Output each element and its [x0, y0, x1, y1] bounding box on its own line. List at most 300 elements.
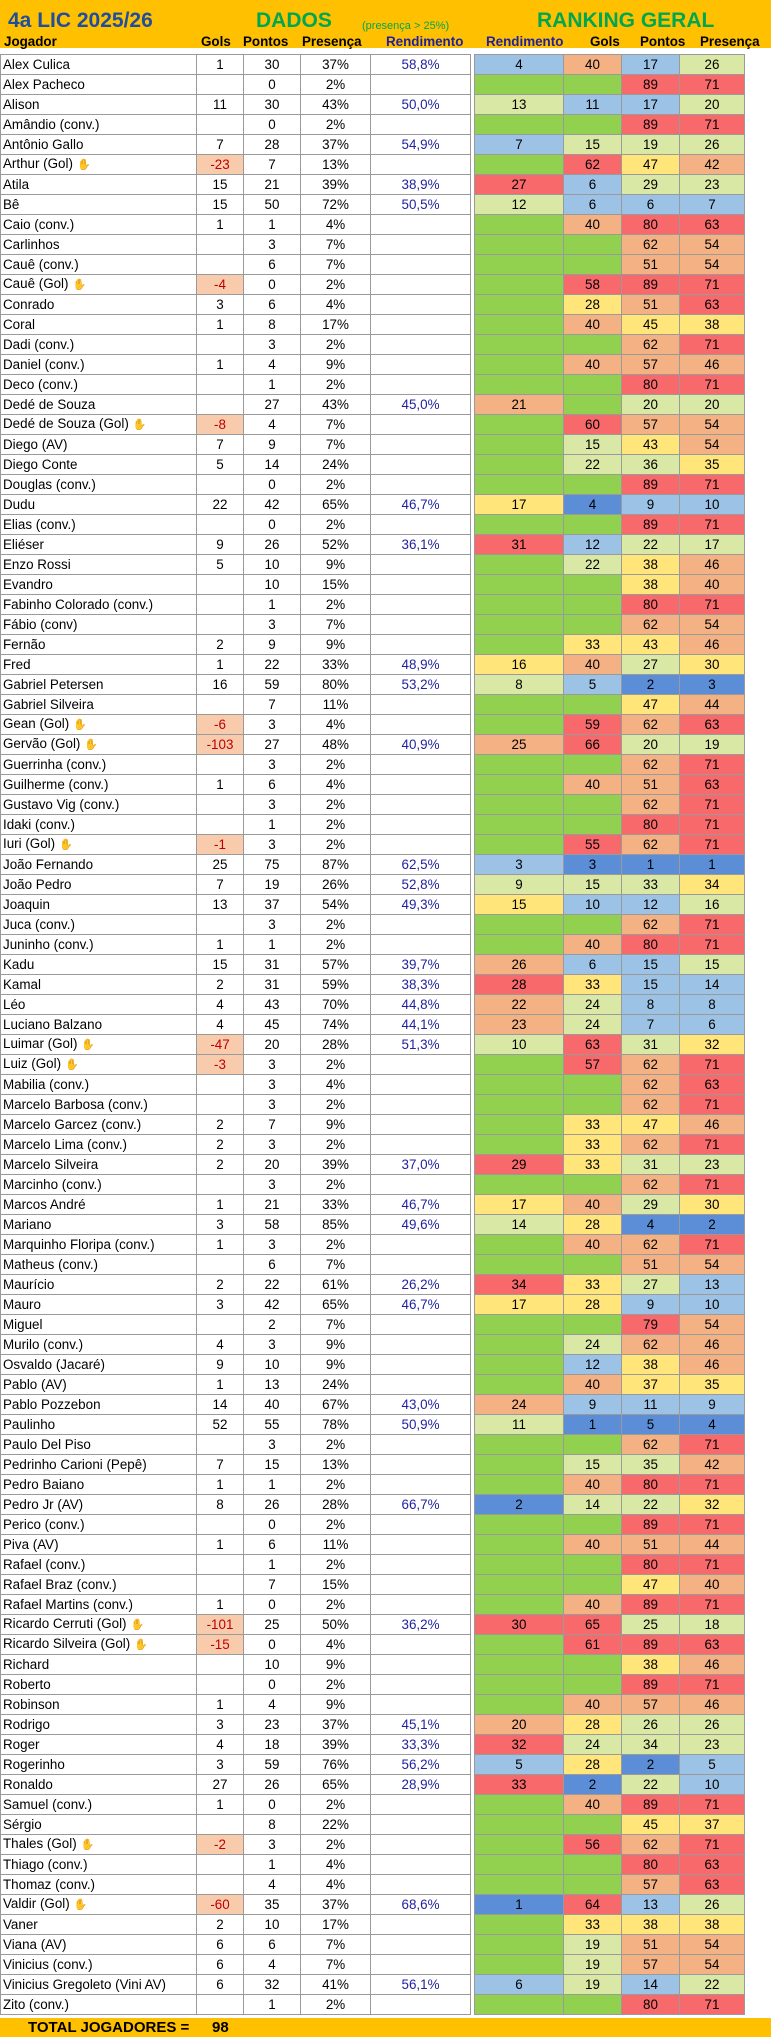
rank-presenca-cell[interactable]: 46: [680, 1695, 745, 1715]
player-name-cell[interactable]: Viana (AV): [1, 1935, 197, 1955]
gols-cell[interactable]: [197, 235, 244, 255]
rank-presenca-cell[interactable]: 14: [680, 975, 745, 995]
player-name-cell[interactable]: Sérgio: [1, 1815, 197, 1835]
rank-rendimento-cell[interactable]: [475, 1635, 564, 1655]
rank-presenca-cell[interactable]: 17: [680, 535, 745, 555]
presenca-cell[interactable]: 33%: [301, 1195, 371, 1215]
gols-cell[interactable]: -15: [197, 1635, 244, 1655]
rank-presenca-cell[interactable]: 71: [680, 1795, 745, 1815]
rank-pontos-cell[interactable]: 62: [622, 1095, 680, 1115]
player-name-cell[interactable]: Cauê (Gol) ✋: [1, 275, 197, 295]
presenca-cell[interactable]: 2%: [301, 335, 371, 355]
rendimento-cell[interactable]: [371, 355, 471, 375]
presenca-cell[interactable]: 37%: [301, 1895, 371, 1915]
rank-presenca-cell[interactable]: 30: [680, 1195, 745, 1215]
rank-rendimento-cell[interactable]: 3: [475, 855, 564, 875]
rank-presenca-cell[interactable]: 71: [680, 1435, 745, 1455]
rank-gols-cell[interactable]: 22: [564, 455, 622, 475]
rank-pontos-cell[interactable]: 80: [622, 935, 680, 955]
pontos-cell[interactable]: 0: [244, 1675, 301, 1695]
presenca-cell[interactable]: 59%: [301, 975, 371, 995]
rendimento-cell[interactable]: [371, 1515, 471, 1535]
rank-gols-cell[interactable]: 33: [564, 975, 622, 995]
rank-gols-cell[interactable]: 6: [564, 175, 622, 195]
table-row[interactable]: [1, 775, 745, 795]
rank-gols-cell[interactable]: 15: [564, 1455, 622, 1475]
rank-pontos-cell[interactable]: 57: [622, 1955, 680, 1975]
rank-pontos-cell[interactable]: 25: [622, 1615, 680, 1635]
rank-pontos-cell[interactable]: 11: [622, 1395, 680, 1415]
player-name-cell[interactable]: Enzo Rossi: [1, 555, 197, 575]
rendimento-cell[interactable]: [371, 295, 471, 315]
rendimento-cell[interactable]: 53,2%: [371, 675, 471, 695]
rank-presenca-cell[interactable]: 71: [680, 475, 745, 495]
rank-gols-cell[interactable]: [564, 255, 622, 275]
rank-presenca-cell[interactable]: 71: [680, 335, 745, 355]
presenca-cell[interactable]: 57%: [301, 955, 371, 975]
table-row[interactable]: [1, 1055, 745, 1075]
rendimento-cell[interactable]: [371, 515, 471, 535]
pontos-cell[interactable]: 1: [244, 375, 301, 395]
player-name-cell[interactable]: Pedrinho Carioni (Pepê): [1, 1455, 197, 1475]
rank-gols-cell[interactable]: 19: [564, 1955, 622, 1975]
table-row[interactable]: [1, 1375, 745, 1395]
rank-rendimento-cell[interactable]: [475, 835, 564, 855]
player-name-cell[interactable]: Elias (conv.): [1, 515, 197, 535]
rank-gols-cell[interactable]: 40: [564, 1795, 622, 1815]
rendimento-cell[interactable]: [371, 155, 471, 175]
table-row[interactable]: [1, 175, 745, 195]
table-row[interactable]: [1, 1895, 745, 1915]
rank-gols-cell[interactable]: [564, 1175, 622, 1195]
rank-gols-cell[interactable]: [564, 235, 622, 255]
presenca-cell[interactable]: 7%: [301, 435, 371, 455]
player-name-cell[interactable]: Conrado: [1, 295, 197, 315]
presenca-cell[interactable]: 2%: [301, 115, 371, 135]
rank-gols-cell[interactable]: [564, 695, 622, 715]
rendimento-cell[interactable]: 40,9%: [371, 735, 471, 755]
rendimento-cell[interactable]: [371, 1915, 471, 1935]
rank-pontos-cell[interactable]: 29: [622, 175, 680, 195]
table-row[interactable]: [1, 355, 745, 375]
table-row[interactable]: [1, 235, 745, 255]
rank-gols-cell[interactable]: 40: [564, 1375, 622, 1395]
player-name-cell[interactable]: Guerrinha (conv.): [1, 755, 197, 775]
rank-gols-cell[interactable]: 33: [564, 635, 622, 655]
rank-gols-cell[interactable]: 55: [564, 835, 622, 855]
rendimento-cell[interactable]: [371, 1235, 471, 1255]
rank-pontos-cell[interactable]: 62: [622, 835, 680, 855]
table-row[interactable]: [1, 1695, 745, 1715]
rank-gols-cell[interactable]: [564, 1515, 622, 1535]
presenca-cell[interactable]: 2%: [301, 75, 371, 95]
player-name-cell[interactable]: Joaquin: [1, 895, 197, 915]
presenca-cell[interactable]: 7%: [301, 415, 371, 435]
rank-gols-cell[interactable]: 22: [564, 555, 622, 575]
table-row[interactable]: [1, 875, 745, 895]
table-row[interactable]: [1, 1295, 745, 1315]
rendimento-cell[interactable]: [371, 1655, 471, 1675]
gols-cell[interactable]: 3: [197, 1715, 244, 1735]
table-row[interactable]: [1, 435, 745, 455]
rendimento-cell[interactable]: [371, 775, 471, 795]
table-row[interactable]: [1, 1655, 745, 1675]
pontos-cell[interactable]: 3: [244, 1135, 301, 1155]
rank-pontos-cell[interactable]: 79: [622, 1315, 680, 1335]
rendimento-cell[interactable]: [371, 1815, 471, 1835]
gols-cell[interactable]: [197, 375, 244, 395]
rank-presenca-cell[interactable]: 10: [680, 1295, 745, 1315]
player-name-cell[interactable]: Zito (conv.): [1, 1995, 197, 2015]
rendimento-cell[interactable]: [371, 1635, 471, 1655]
rank-rendimento-cell[interactable]: [475, 1235, 564, 1255]
table-row[interactable]: [1, 1775, 745, 1795]
player-name-cell[interactable]: Kamal: [1, 975, 197, 995]
rank-presenca-cell[interactable]: 71: [680, 1475, 745, 1495]
rank-pontos-cell[interactable]: 38: [622, 1915, 680, 1935]
player-name-cell[interactable]: Mauro: [1, 1295, 197, 1315]
pontos-cell[interactable]: 6: [244, 775, 301, 795]
gols-cell[interactable]: 1: [197, 655, 244, 675]
rendimento-cell[interactable]: [371, 1695, 471, 1715]
rank-pontos-cell[interactable]: 62: [622, 1235, 680, 1255]
rank-rendimento-cell[interactable]: 11: [475, 1415, 564, 1435]
rank-gols-cell[interactable]: 40: [564, 1195, 622, 1215]
rank-presenca-cell[interactable]: 63: [680, 1635, 745, 1655]
presenca-cell[interactable]: 74%: [301, 1015, 371, 1035]
presenca-cell[interactable]: 2%: [301, 1055, 371, 1075]
pontos-cell[interactable]: 0: [244, 75, 301, 95]
pontos-cell[interactable]: 42: [244, 495, 301, 515]
rank-rendimento-cell[interactable]: [475, 1595, 564, 1615]
rank-gols-cell[interactable]: 24: [564, 1335, 622, 1355]
rendimento-cell[interactable]: [371, 755, 471, 775]
rendimento-cell[interactable]: [371, 795, 471, 815]
player-name-cell[interactable]: Juca (conv.): [1, 915, 197, 935]
player-name-cell[interactable]: Amândio (conv.): [1, 115, 197, 135]
table-row[interactable]: [1, 595, 745, 615]
rank-presenca-cell[interactable]: 71: [680, 835, 745, 855]
rendimento-cell[interactable]: [371, 1535, 471, 1555]
rendimento-cell[interactable]: [371, 1355, 471, 1375]
rank-pontos-cell[interactable]: 80: [622, 595, 680, 615]
table-row[interactable]: [1, 1415, 745, 1435]
gols-cell[interactable]: 2: [197, 1115, 244, 1135]
player-name-cell[interactable]: Kadu: [1, 955, 197, 975]
presenca-cell[interactable]: 37%: [301, 1715, 371, 1735]
rank-pontos-cell[interactable]: 12: [622, 895, 680, 915]
pontos-cell[interactable]: 3: [244, 1835, 301, 1855]
rank-gols-cell[interactable]: [564, 1575, 622, 1595]
pontos-cell[interactable]: 30: [244, 55, 301, 75]
rank-rendimento-cell[interactable]: [475, 1335, 564, 1355]
rank-gols-cell[interactable]: 28: [564, 295, 622, 315]
presenca-cell[interactable]: 2%: [301, 595, 371, 615]
rank-pontos-cell[interactable]: 89: [622, 1595, 680, 1615]
player-name-cell[interactable]: Paulo Del Piso: [1, 1435, 197, 1455]
player-name-cell[interactable]: Thomaz (conv.): [1, 1875, 197, 1895]
player-name-cell[interactable]: Rogerinho: [1, 1755, 197, 1775]
rank-rendimento-cell[interactable]: 20: [475, 1715, 564, 1735]
player-name-cell[interactable]: Léo: [1, 995, 197, 1015]
rank-rendimento-cell[interactable]: [475, 355, 564, 375]
rank-presenca-cell[interactable]: 34: [680, 875, 745, 895]
col-header-rank-pontos[interactable]: Pontos: [640, 34, 686, 49]
player-name-cell[interactable]: Ronaldo: [1, 1775, 197, 1795]
rank-pontos-cell[interactable]: 2: [622, 1755, 680, 1775]
presenca-cell[interactable]: 9%: [301, 1335, 371, 1355]
presenca-cell[interactable]: 39%: [301, 175, 371, 195]
pontos-cell[interactable]: 14: [244, 455, 301, 475]
rank-gols-cell[interactable]: [564, 1995, 622, 2015]
player-name-cell[interactable]: Idaki (conv.): [1, 815, 197, 835]
table-row[interactable]: [1, 1335, 745, 1355]
rank-pontos-cell[interactable]: 89: [622, 1515, 680, 1535]
table-row[interactable]: [1, 1015, 745, 1035]
rendimento-cell[interactable]: 54,9%: [371, 135, 471, 155]
gols-cell[interactable]: -47: [197, 1035, 244, 1055]
table-row[interactable]: [1, 255, 745, 275]
presenca-cell[interactable]: 24%: [301, 455, 371, 475]
gols-cell[interactable]: 25: [197, 855, 244, 875]
pontos-cell[interactable]: 43: [244, 995, 301, 1015]
table-row[interactable]: [1, 1095, 745, 1115]
pontos-cell[interactable]: 10: [244, 1655, 301, 1675]
rank-pontos-cell[interactable]: 38: [622, 575, 680, 595]
rendimento-cell[interactable]: 49,3%: [371, 895, 471, 915]
pontos-cell[interactable]: 0: [244, 1795, 301, 1815]
player-name-cell[interactable]: Murilo (conv.): [1, 1335, 197, 1355]
rank-gols-cell[interactable]: 40: [564, 355, 622, 375]
pontos-cell[interactable]: 4: [244, 1875, 301, 1895]
rank-presenca-cell[interactable]: 37: [680, 1815, 745, 1835]
rendimento-cell[interactable]: [371, 1995, 471, 2015]
table-row[interactable]: [1, 1435, 745, 1455]
gols-cell[interactable]: [197, 395, 244, 415]
player-name-cell[interactable]: João Pedro: [1, 875, 197, 895]
rank-rendimento-cell[interactable]: [475, 1175, 564, 1195]
rank-gols-cell[interactable]: 61: [564, 1635, 622, 1655]
col-header-gols[interactable]: Gols: [201, 34, 231, 49]
rank-pontos-cell[interactable]: 47: [622, 695, 680, 715]
rank-rendimento-cell[interactable]: [475, 755, 564, 775]
rank-presenca-cell[interactable]: 46: [680, 555, 745, 575]
rendimento-cell[interactable]: 51,3%: [371, 1035, 471, 1055]
table-row[interactable]: [1, 1795, 745, 1815]
presenca-cell[interactable]: 17%: [301, 315, 371, 335]
gols-cell[interactable]: 1: [197, 1235, 244, 1255]
rank-rendimento-cell[interactable]: [475, 1935, 564, 1955]
rank-rendimento-cell[interactable]: 17: [475, 1295, 564, 1315]
pontos-cell[interactable]: 26: [244, 1775, 301, 1795]
rank-pontos-cell[interactable]: 20: [622, 735, 680, 755]
player-name-cell[interactable]: Pedro Baiano: [1, 1475, 197, 1495]
rank-rendimento-cell[interactable]: [475, 1455, 564, 1475]
rank-presenca-cell[interactable]: 15: [680, 955, 745, 975]
rank-gols-cell[interactable]: 9: [564, 1395, 622, 1415]
rank-presenca-cell[interactable]: 9: [680, 1395, 745, 1415]
presenca-cell[interactable]: 4%: [301, 715, 371, 735]
table-row[interactable]: [1, 1515, 745, 1535]
player-name-cell[interactable]: Marquinho Floripa (conv.): [1, 1235, 197, 1255]
presenca-cell[interactable]: 2%: [301, 835, 371, 855]
rank-rendimento-cell[interactable]: [475, 435, 564, 455]
presenca-cell[interactable]: 7%: [301, 615, 371, 635]
table-row[interactable]: [1, 315, 745, 335]
rank-gols-cell[interactable]: 28: [564, 1295, 622, 1315]
player-name-cell[interactable]: Vaner: [1, 1915, 197, 1935]
rank-rendimento-cell[interactable]: [475, 595, 564, 615]
rendimento-cell[interactable]: [371, 1855, 471, 1875]
gols-cell[interactable]: 8: [197, 1495, 244, 1515]
rank-presenca-cell[interactable]: 35: [680, 455, 745, 475]
rank-pontos-cell[interactable]: 31: [622, 1035, 680, 1055]
rank-pontos-cell[interactable]: 89: [622, 1675, 680, 1695]
pontos-cell[interactable]: 45: [244, 1015, 301, 1035]
player-name-cell[interactable]: Ricardo Silveira (Gol) ✋: [1, 1635, 197, 1655]
rank-rendimento-cell[interactable]: [475, 795, 564, 815]
player-name-cell[interactable]: Luimar (Gol) ✋: [1, 1035, 197, 1055]
table-row[interactable]: [1, 1955, 745, 1975]
rank-presenca-cell[interactable]: 35: [680, 1375, 745, 1395]
table-row[interactable]: [1, 655, 745, 675]
rank-gols-cell[interactable]: 4: [564, 495, 622, 515]
rank-rendimento-cell[interactable]: [475, 515, 564, 535]
table-row[interactable]: [1, 1935, 745, 1955]
rank-gols-cell[interactable]: [564, 1095, 622, 1115]
player-name-cell[interactable]: Antônio Gallo: [1, 135, 197, 155]
table-row[interactable]: [1, 975, 745, 995]
presenca-cell[interactable]: 33%: [301, 655, 371, 675]
rank-gols-cell[interactable]: 6: [564, 195, 622, 215]
rank-rendimento-cell[interactable]: [475, 1095, 564, 1115]
rendimento-cell[interactable]: [371, 1575, 471, 1595]
rank-rendimento-cell[interactable]: [475, 375, 564, 395]
table-row[interactable]: [1, 1755, 745, 1775]
rank-rendimento-cell[interactable]: [475, 1375, 564, 1395]
rendimento-cell[interactable]: [371, 1135, 471, 1155]
rank-gols-cell[interactable]: [564, 1075, 622, 1095]
pontos-cell[interactable]: 3: [244, 715, 301, 735]
player-name-cell[interactable]: Luciano Balzano: [1, 1015, 197, 1035]
player-name-cell[interactable]: Fernão: [1, 635, 197, 655]
rendimento-cell[interactable]: 68,6%: [371, 1895, 471, 1915]
rank-presenca-cell[interactable]: 10: [680, 1775, 745, 1795]
pontos-cell[interactable]: 58: [244, 1215, 301, 1235]
rank-pontos-cell[interactable]: 80: [622, 1555, 680, 1575]
rank-presenca-cell[interactable]: 19: [680, 735, 745, 755]
gols-cell[interactable]: [197, 615, 244, 635]
rank-rendimento-cell[interactable]: [475, 1995, 564, 2015]
player-name-cell[interactable]: Ricardo Cerruti (Gol) ✋: [1, 1615, 197, 1635]
rank-presenca-cell[interactable]: 46: [680, 1115, 745, 1135]
rank-presenca-cell[interactable]: 71: [680, 275, 745, 295]
table-row[interactable]: [1, 1215, 745, 1235]
rendimento-cell[interactable]: 44,8%: [371, 995, 471, 1015]
table-row[interactable]: [1, 1255, 745, 1275]
presenca-cell[interactable]: 7%: [301, 1955, 371, 1975]
rank-rendimento-cell[interactable]: [475, 415, 564, 435]
rank-rendimento-cell[interactable]: 24: [475, 1395, 564, 1415]
rendimento-cell[interactable]: 46,7%: [371, 1195, 471, 1215]
rank-rendimento-cell[interactable]: [475, 575, 564, 595]
gols-cell[interactable]: [197, 335, 244, 355]
rank-pontos-cell[interactable]: 45: [622, 1815, 680, 1835]
presenca-cell[interactable]: 7%: [301, 1315, 371, 1335]
gols-cell[interactable]: -4: [197, 275, 244, 295]
presenca-cell[interactable]: 67%: [301, 1395, 371, 1415]
rank-presenca-cell[interactable]: 46: [680, 1655, 745, 1675]
rank-presenca-cell[interactable]: 26: [680, 55, 745, 75]
player-name-cell[interactable]: Gervão (Gol) ✋: [1, 735, 197, 755]
rank-presenca-cell[interactable]: 40: [680, 1575, 745, 1595]
rank-presenca-cell[interactable]: 71: [680, 795, 745, 815]
rank-pontos-cell[interactable]: 62: [622, 615, 680, 635]
player-name-cell[interactable]: Perico (conv.): [1, 1515, 197, 1535]
pontos-cell[interactable]: 4: [244, 415, 301, 435]
table-row[interactable]: [1, 1175, 745, 1195]
rank-pontos-cell[interactable]: 80: [622, 1855, 680, 1875]
rank-gols-cell[interactable]: 33: [564, 1275, 622, 1295]
rank-presenca-cell[interactable]: 63: [680, 715, 745, 735]
table-row[interactable]: [1, 1855, 745, 1875]
rank-pontos-cell[interactable]: 47: [622, 155, 680, 175]
rank-rendimento-cell[interactable]: [475, 1815, 564, 1835]
presenca-cell[interactable]: 70%: [301, 995, 371, 1015]
presenca-cell[interactable]: 2%: [301, 1555, 371, 1575]
pontos-cell[interactable]: 25: [244, 1615, 301, 1635]
presenca-cell[interactable]: 61%: [301, 1275, 371, 1295]
rank-rendimento-cell[interactable]: 14: [475, 1215, 564, 1235]
table-row[interactable]: [1, 1455, 745, 1475]
rank-gols-cell[interactable]: [564, 1435, 622, 1455]
rank-rendimento-cell[interactable]: [475, 915, 564, 935]
rank-pontos-cell[interactable]: 35: [622, 1455, 680, 1475]
player-name-cell[interactable]: Pablo (AV): [1, 1375, 197, 1395]
table-row[interactable]: [1, 935, 745, 955]
rank-pontos-cell[interactable]: 22: [622, 535, 680, 555]
presenca-cell[interactable]: 65%: [301, 1775, 371, 1795]
rank-presenca-cell[interactable]: 71: [680, 75, 745, 95]
rank-presenca-cell[interactable]: 1: [680, 855, 745, 875]
presenca-cell[interactable]: 2%: [301, 1235, 371, 1255]
rank-presenca-cell[interactable]: 71: [680, 595, 745, 615]
rank-presenca-cell[interactable]: 71: [680, 1555, 745, 1575]
gols-cell[interactable]: [197, 1675, 244, 1695]
rank-gols-cell[interactable]: [564, 395, 622, 415]
rank-rendimento-cell[interactable]: 17: [475, 1195, 564, 1215]
rank-pontos-cell[interactable]: 89: [622, 75, 680, 95]
pontos-cell[interactable]: 30: [244, 95, 301, 115]
player-name-cell[interactable]: Marcinho (conv.): [1, 1175, 197, 1195]
pontos-cell[interactable]: 7: [244, 155, 301, 175]
gols-cell[interactable]: [197, 1855, 244, 1875]
rank-gols-cell[interactable]: 64: [564, 1895, 622, 1915]
rendimento-cell[interactable]: 66,7%: [371, 1495, 471, 1515]
pontos-cell[interactable]: 0: [244, 275, 301, 295]
pontos-cell[interactable]: 1: [244, 1475, 301, 1495]
rank-gols-cell[interactable]: 40: [564, 1695, 622, 1715]
rank-rendimento-cell[interactable]: [475, 935, 564, 955]
rank-gols-cell[interactable]: 40: [564, 775, 622, 795]
rank-gols-cell[interactable]: [564, 1675, 622, 1695]
rank-gols-cell[interactable]: 15: [564, 875, 622, 895]
rank-pontos-cell[interactable]: 17: [622, 95, 680, 115]
presenca-cell[interactable]: 4%: [301, 1075, 371, 1095]
player-name-cell[interactable]: Deco (conv.): [1, 375, 197, 395]
player-name-cell[interactable]: Diego Conte: [1, 455, 197, 475]
presenca-cell[interactable]: 2%: [301, 1435, 371, 1455]
